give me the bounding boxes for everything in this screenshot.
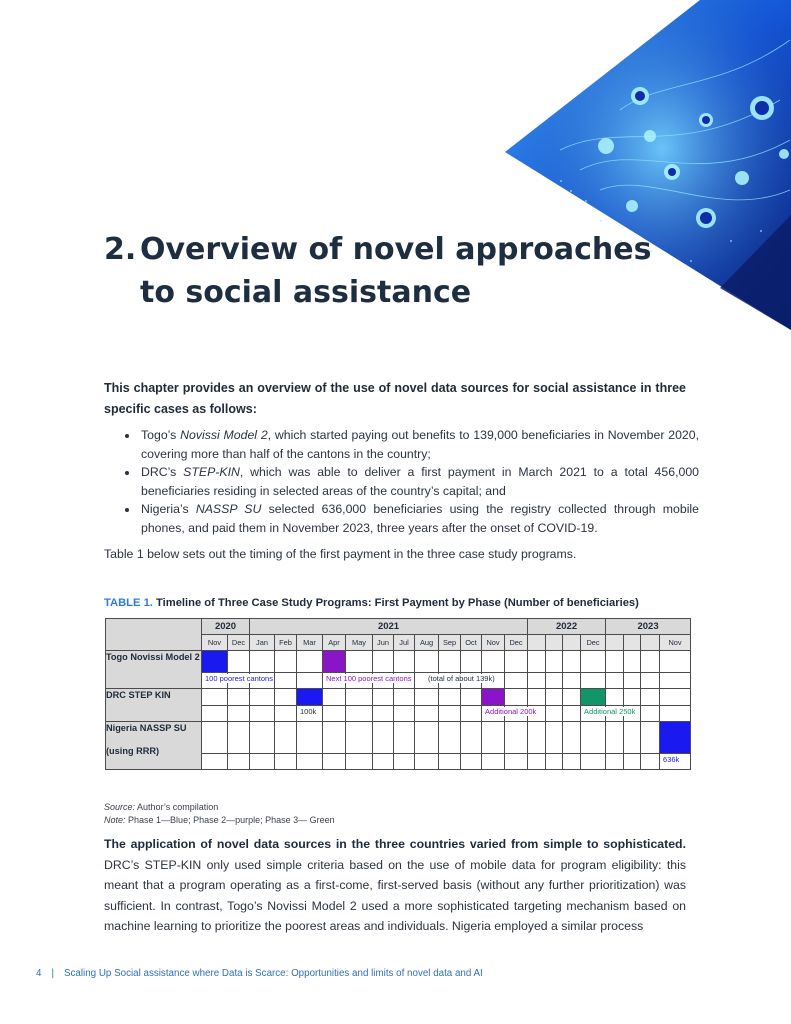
- togo-total-label: (total of about 139k): [428, 674, 495, 683]
- header-corner: [106, 619, 202, 651]
- list-item: • Nigeria’s NASSP SU selected 636,000 beneficiaries using the registry collected through mobile phones, and paid them in November 2023, three years after the onset of COVID-19.: [139, 500, 699, 537]
- phase2-cell: [482, 689, 505, 706]
- year-header: 2023: [606, 619, 691, 635]
- month-header: [624, 635, 641, 651]
- month-header: [563, 635, 581, 651]
- month-header: Nov: [660, 635, 691, 651]
- year-header: 2022: [528, 619, 606, 635]
- drc-phase3-label: Additional 250k: [584, 707, 636, 716]
- togo-phase1-label: 100 poorest cantons: [205, 674, 273, 683]
- timeline-table: [105, 618, 691, 770]
- phase3-cell: [581, 689, 606, 706]
- list-item: • Togo’s Novissi Model 2, which started paying out benefits to 139,000 beneficiaries in November 2020, covering more than half of the cantons in the country;: [139, 426, 699, 463]
- month-header: [546, 635, 563, 651]
- month-header: Jun: [373, 635, 394, 651]
- year-header: 2020: [202, 619, 250, 635]
- month-header: Dec: [505, 635, 528, 651]
- table-title: Timeline of Three Case Study Programs: First Payment by Phase (Number of beneficiaries): [156, 597, 639, 609]
- body-paragraph: The application of novel data sources in the three countries varied from simple to sophisticated. DRC’s STEP-KIN only used simple criteria based on the use of mobile data for program eligibility: this meant that a program operating as a first-come, first-served basis (without any further prioritization) was sufficient. In contrast, Togo’s Novissi Model 2 used a more sophisticated targeting mechanism based on machine learning to prioritize the poorest areas and individuals. Nigeria employed a similar process: [104, 837, 686, 933]
- row-label-togo: Togo Novissi Model 2: [106, 651, 202, 689]
- table-source-note: Source: Author’s compilation Note: Phase 1—Blue; Phase 2—purple; Phase 3— Green: [104, 802, 335, 825]
- row-label-nigeria: Nigeria NASSP SU (using RRR): [106, 722, 202, 770]
- drc-phase1-label: 100k: [300, 707, 317, 716]
- month-header: Feb: [275, 635, 297, 651]
- month-header: Mar: [297, 635, 323, 651]
- list-item: • DRC’s STEP-KIN, which was able to deliver a first payment in March 2021 to a total 456,000 beneficiaries residing in selected areas of the country’s capital; and: [139, 463, 699, 500]
- month-header: [606, 635, 624, 651]
- phase1-cell: [660, 722, 691, 754]
- page-title: [104, 228, 664, 314]
- month-header: [528, 635, 546, 651]
- togo-phase2-label: Next 100 poorest cantons: [326, 674, 412, 683]
- row-label-nigeria-sub: (using RRR): [106, 746, 160, 756]
- month-header: Nov: [482, 635, 505, 651]
- month-header: [641, 635, 660, 651]
- month-header: May: [346, 635, 373, 651]
- nigeria-phase1-label: 636k: [663, 755, 680, 764]
- table-label: TABLE 1.: [104, 597, 153, 609]
- month-header: Dec: [581, 635, 606, 651]
- month-header: Jul: [394, 635, 415, 651]
- title-line-2: to social assistance: [140, 275, 472, 310]
- page-footer: [36, 968, 483, 979]
- footer-title: Scaling Up Social assistance where Data is Scarce: Opportunities and limits of novel data and AI: [64, 968, 483, 979]
- chapter-number: 2.: [104, 232, 137, 267]
- footer-divider: |: [51, 968, 54, 979]
- phase1-cell: [297, 689, 323, 706]
- table-caption: [104, 597, 704, 609]
- intro-paragraph: This chapter provides an overview of the use of novel data sources for social assistance in three specific cases as follows:: [104, 381, 686, 416]
- row-label-drc: DRC STEP KIN: [106, 689, 202, 722]
- month-header: Apr: [323, 635, 346, 651]
- month-header: Nov: [202, 635, 228, 651]
- case-list: [127, 426, 699, 537]
- month-header: Dec: [228, 635, 250, 651]
- month-header: Sep: [439, 635, 461, 651]
- month-header: Aug: [415, 635, 439, 651]
- page-number: 4: [36, 968, 42, 979]
- table-intro: Table 1 below sets out the timing of the first payment in the three case study programs.: [104, 547, 577, 561]
- phase2-cell: [323, 651, 346, 673]
- title-line-1: Overview of novel approaches: [140, 232, 652, 267]
- month-header: Jan: [250, 635, 275, 651]
- drc-phase2-label: Additional 200k: [485, 707, 537, 716]
- month-header: Oct: [461, 635, 482, 651]
- phase1-cell: [202, 651, 228, 673]
- year-header: 2021: [250, 619, 528, 635]
